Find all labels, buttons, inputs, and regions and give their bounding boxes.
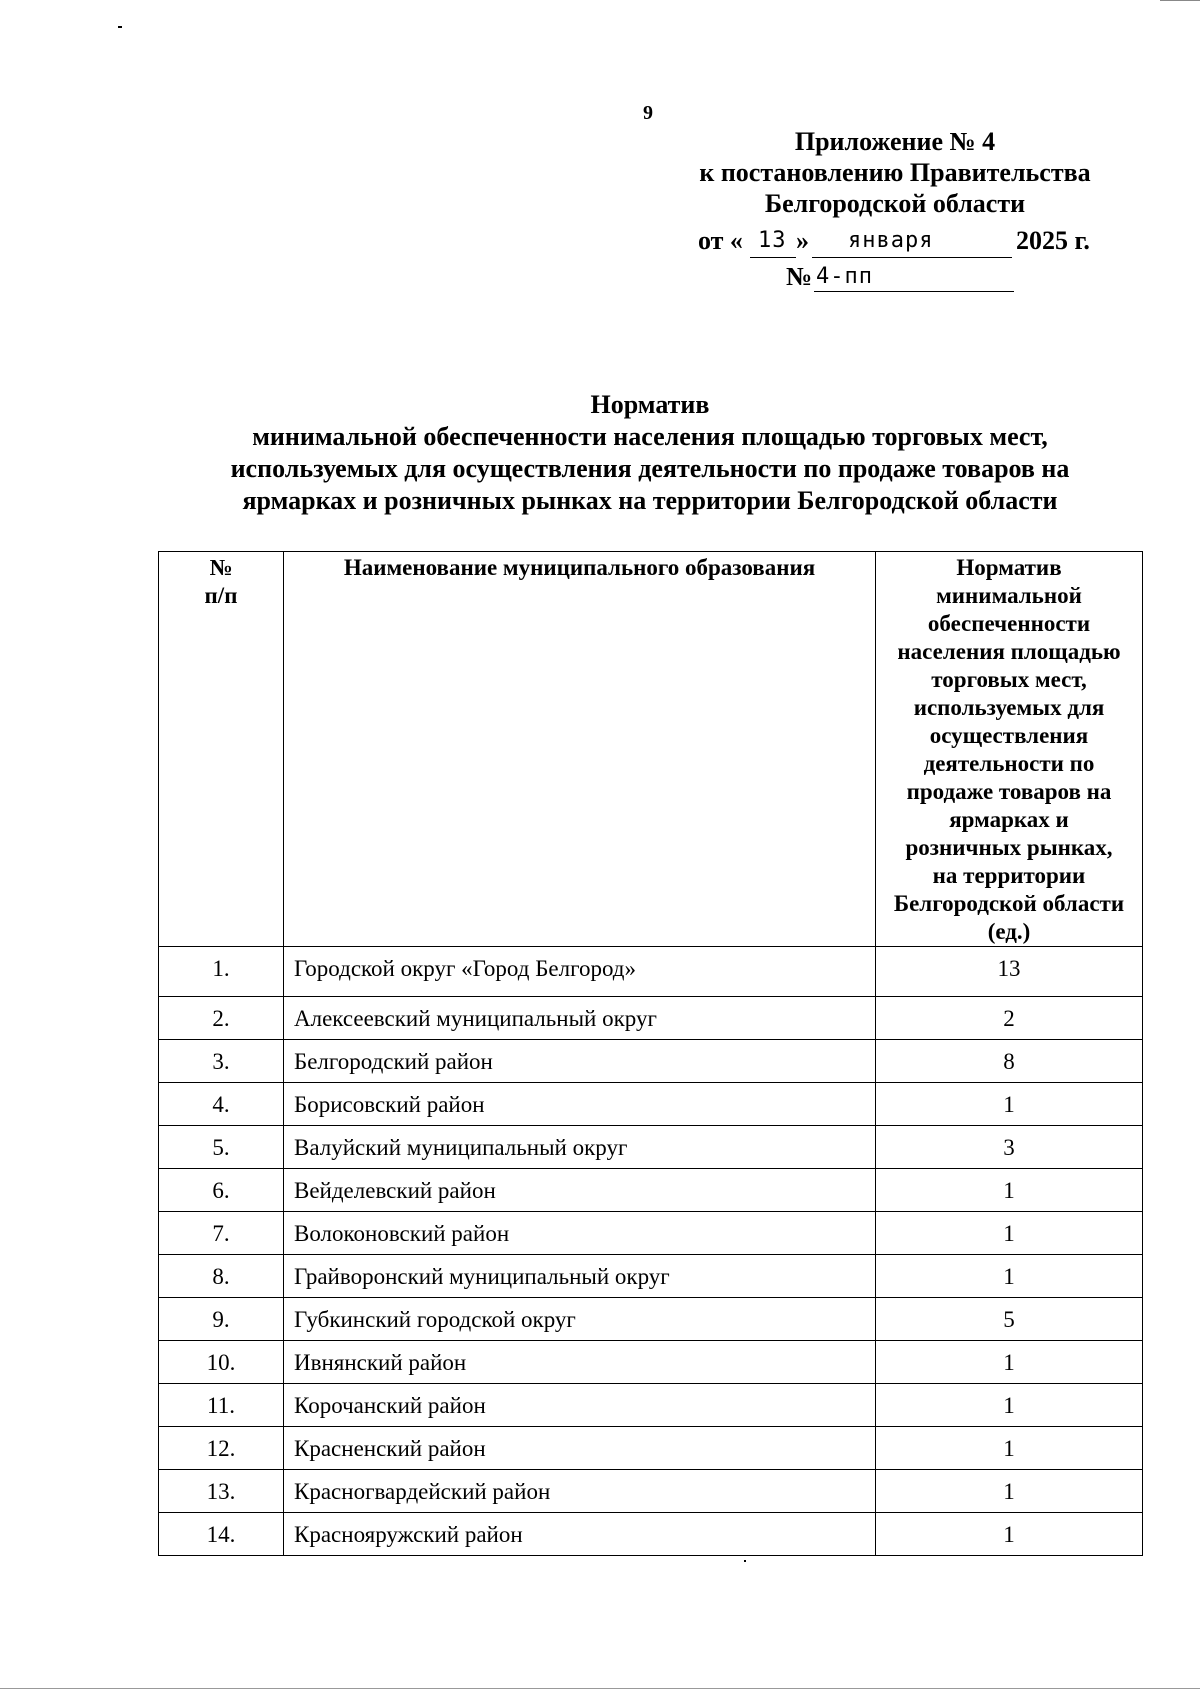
header-norm-line: используемых для [913,695,1105,720]
table-row [159,1470,1143,1513]
table-row [159,1255,1143,1298]
header-number-line: № [209,555,233,580]
header-norm-line: продаже товаров на [906,779,1112,804]
title-line-2: минимальной обеспеченности населения площадью торговых мест, [252,422,1048,451]
header-norm-line: минимальной [936,583,1082,608]
header-norm-line: деятельности по [923,751,1095,776]
norms-table [158,551,1143,1556]
table-row [159,1083,1143,1126]
appendix-date [698,226,1108,260]
header-norm-line: Белгородской области [893,891,1125,916]
day-underline [750,257,796,258]
row-value: 1 [876,1470,1143,1513]
row-number: 3. [159,1040,284,1083]
header-norm-line: осуществления [929,723,1089,748]
row-number: 10. [159,1341,284,1384]
header-number [159,552,284,947]
table-row [159,947,1143,997]
row-municipality: Корочанский район [284,1384,876,1427]
row-municipality: Грайворонский муниципальный округ [284,1255,876,1298]
row-value: 13 [876,947,1143,997]
date-year: 2025 г. [1016,226,1090,255]
row-municipality: Волоконовский район [284,1212,876,1255]
appendix-region: Белгородской области [764,189,1026,218]
header-municipality: Наименование муниципального образования [284,552,876,947]
row-number: 12. [159,1427,284,1470]
page-number: 9 [643,102,653,124]
row-value: 1 [876,1083,1143,1126]
row-municipality: Городской округ «Город Белгород» [284,947,876,997]
appendix-number [786,262,1016,294]
row-number: 7. [159,1212,284,1255]
row-municipality: Алексеевский муниципальный округ [284,997,876,1040]
row-number: 13. [159,1470,284,1513]
table-row [159,1040,1143,1083]
row-municipality: Белгородский район [284,1040,876,1083]
row-municipality: Вейделевский район [284,1169,876,1212]
table-row [159,1384,1143,1427]
table-row [159,997,1143,1040]
table-row [159,1513,1143,1556]
row-value: 1 [876,1384,1143,1427]
appendix-resolution: к постановлению Правительства [699,158,1091,187]
row-number: 11. [159,1384,284,1427]
row-value: 5 [876,1298,1143,1341]
date-prefix: от « [698,226,743,255]
header-norm-line: обеспеченности [927,611,1091,636]
document-title [150,389,1150,517]
appendix-title: Приложение № 4 [794,127,996,156]
row-number: 6. [159,1169,284,1212]
date-quote-close: » [796,226,809,255]
row-municipality: Красненский район [284,1427,876,1470]
row-municipality: Ивнянский район [284,1341,876,1384]
row-value: 1 [876,1341,1143,1384]
header-norm-line: розничных рынках, [905,835,1113,860]
header-norm-line: населения площадью [897,639,1121,664]
title-line-1: Норматив [590,390,710,419]
header-number-line: п/п [204,583,238,608]
row-number: 9. [159,1298,284,1341]
scan-speck [0,1688,1200,1689]
row-value: 1 [876,1255,1143,1298]
row-value: 1 [876,1212,1143,1255]
row-municipality: Борисовский район [284,1083,876,1126]
row-number: 2. [159,997,284,1040]
scan-speck [744,1560,746,1562]
table-row [159,1212,1143,1255]
row-value: 3 [876,1126,1143,1169]
row-number: 4. [159,1083,284,1126]
number-label: № [786,262,813,291]
scan-speck [1160,0,1200,1]
row-number: 5. [159,1126,284,1169]
row-number: 1. [159,947,284,997]
number-value: 4-пп [816,264,873,289]
header-norm-line: ярмарках и [949,807,1069,832]
row-number: 8. [159,1255,284,1298]
header-norm-line: Норматив [956,555,1062,580]
row-number: 14. [159,1513,284,1556]
table-row [159,1298,1143,1341]
row-value: 1 [876,1513,1143,1556]
date-month: января [848,228,934,253]
header-norm [876,552,1143,947]
title-line-4: ярмарках и розничных рынках на территории Белгородской области [242,486,1058,515]
month-underline [812,257,1012,258]
row-value: 2 [876,997,1143,1040]
table-row [159,1341,1143,1384]
date-day: 13 [758,228,787,253]
number-underline [814,291,1014,292]
row-value: 1 [876,1169,1143,1212]
scan-speck [118,26,122,28]
table-row [159,1427,1143,1470]
row-municipality: Губкинский городской округ [284,1298,876,1341]
row-municipality: Красногвардейский район [284,1470,876,1513]
row-municipality: Валуйский муниципальный округ [284,1126,876,1169]
table-header-row [159,552,1143,947]
appendix-header [660,126,1130,219]
header-norm-line: на территории [932,863,1086,888]
header-norm-line: торговых мест, [931,667,1087,692]
title-line-3: используемых для осуществления деятельности по продаже товаров на [230,454,1070,483]
header-norm-line: (ед.) [987,919,1031,944]
table-row [159,1169,1143,1212]
row-municipality: Краснояружский район [284,1513,876,1556]
row-value: 8 [876,1040,1143,1083]
table-row [159,1126,1143,1169]
row-value: 1 [876,1427,1143,1470]
